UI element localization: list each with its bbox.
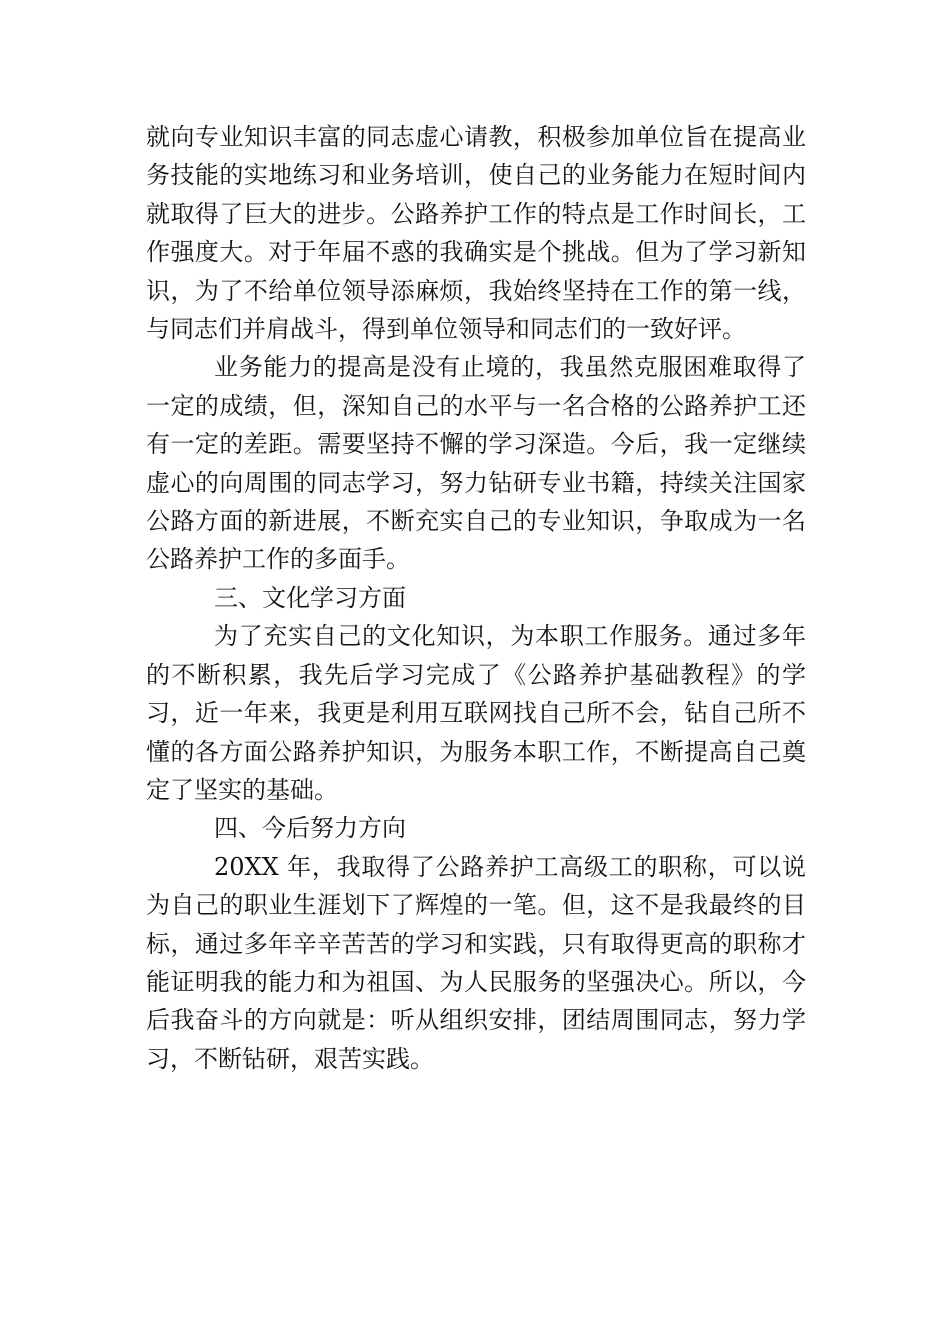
paragraph-culture-study: 为了充实自己的文化知识，为本职工作服务。通过多年的不断积累，我先后学习完成了《公路养护基础教程》的学习，近一年来，我更是利用互联网找自己所不会，钻自己所不懂的各方面公路养护知识，为服务本职工作，不断提高自己奠定了坚实的基础。 [146,622,806,804]
paragraph-continuation: 就向专业知识丰富的同志虚心请教，积极参加单位旨在提高业务技能的实地练习和业务培训，使自己的业务能力在短时间内就取得了巨大的进步。公路养护工作的特点是工作时间长，工作强度大。对于年届不惑的我确实是个挑战。但为了学习新知识，为了不给单位领导添麻烦，我始终坚持在工作的第一线，与同志们并肩战斗，得到单位领导和同志们的一致好评。 [146,123,806,344]
section-heading-future-direction: 四、今后努力方向 [214,814,406,843]
document-body [146,118,806,1078]
paragraph-business-ability: 业务能力的提高是没有止境的，我虽然克服困难取得了一定的成绩，但，深知自己的水平与一名合格的公路养护工还有一定的差距。需要坚持不懈的学习深造。今后，我一定继续虚心的向周围的同志学习，努力钻研专业书籍，持续关注国家公路方面的新进展，不断充实自己的专业知识，争取成为一名公路养护工作的多面手。 [146,353,806,574]
section-heading-culture-study: 三、文化学习方面 [214,583,406,612]
paragraph-future-direction: 20XX 年，我取得了公路养护工高级工的职称，可以说为自己的职业生涯划下了辉煌的一笔。但，这不是我最终的目标，通过多年辛辛苦苦的学习和实践，只有取得更高的职称才能证明我的能力和为祖国、为人民服务的坚强决心。所以，今后我奋斗的方向就是：听从组织安排，团结周围同志，努力学习，不断钻研，艰苦实践。 [146,852,806,1073]
